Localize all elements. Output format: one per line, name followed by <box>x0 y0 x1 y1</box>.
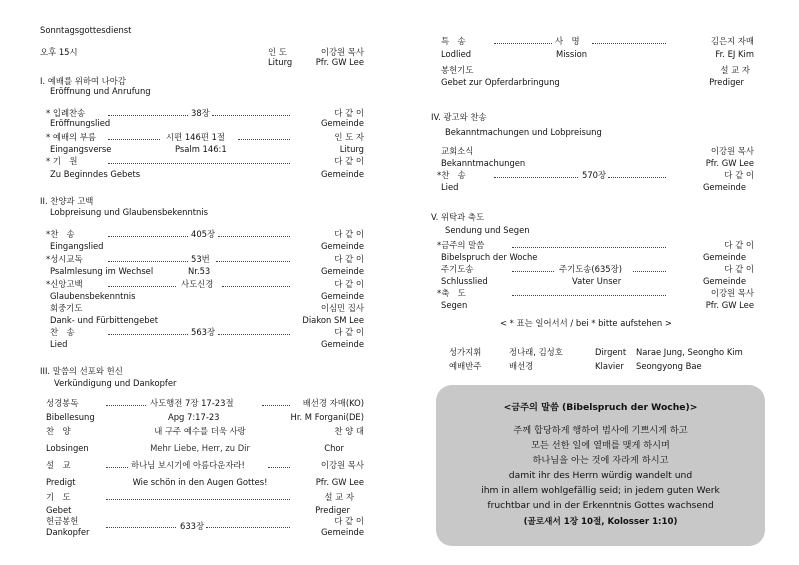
s1-r2-leader-2 <box>238 139 290 140</box>
s4-r2-label-de: Lied <box>441 182 459 192</box>
rt-r2-label-de: Gebet zur Opferdarbringung <box>441 77 560 87</box>
s5-r1-label-de: Bibelspruch der Woche <box>441 252 538 262</box>
s5-r1-label-ko: *금주의 말씀 <box>437 240 485 250</box>
s3-r5-right-de: Gemeinde <box>320 527 364 537</box>
s1-r1-label-ko: * 입례찬송 <box>46 108 86 118</box>
s2-r3-right-de: Gemeinde <box>320 291 364 301</box>
s3-r5-mid: 633장 <box>180 521 205 531</box>
s1-r2-leader <box>108 139 160 140</box>
s5-r2-right-ko: 다 같 이 <box>724 264 754 274</box>
staff-r2-ko-names: 배선경 <box>509 361 534 371</box>
verse-line-2: 모든 선한 일에 열매를 맺게 하시며 <box>531 440 670 451</box>
s5-r2-leader <box>512 271 554 272</box>
leader-role-ko: 인 도 <box>268 47 287 57</box>
s3-r5-right-ko: 다 같 이 <box>334 516 364 526</box>
s2-r2-mid-de: Nr.53 <box>188 266 211 276</box>
rt-r1-leader <box>494 43 552 44</box>
s2-r1-leader-2 <box>218 236 290 237</box>
s1-r2-mid-de: Psalm 146:1 <box>175 144 227 154</box>
s3-r5-label-de: Dankopfer <box>46 527 90 537</box>
s1-r1-right-ko: 다 같 이 <box>334 108 364 118</box>
s5-r2-right-de: Gemeinde <box>702 276 746 286</box>
rt-r1-leader-2 <box>592 43 666 44</box>
s2-r5-right-ko: 다 같 이 <box>334 327 364 337</box>
s1-r1-label-de: Eröffnungslied <box>50 118 111 128</box>
staff-r2-ko-role: 예배반주 <box>449 361 482 371</box>
s3-r3-mid: 하나님 보시기에 아름다운자라! <box>131 460 245 470</box>
s5-r2-leader-2 <box>633 271 666 272</box>
section-5-heading-ko: V. 위탁과 축도 <box>431 212 485 222</box>
s3-r4-right-ko: 설 교 자 <box>324 492 354 502</box>
s3-r2-mid: 내 구주 예수를 더욱 사랑 <box>154 426 246 436</box>
s2-r2-right-ko: 다 같 이 <box>334 254 364 264</box>
s4-r2-right-ko: 다 같 이 <box>724 170 754 180</box>
section-4-heading-ko: IV. 광고와 찬송 <box>431 112 487 122</box>
s3-r3-leader <box>106 467 128 468</box>
s2-r2-mid: 53번 <box>191 254 210 264</box>
verse-reference: (골로새서 1장 10절, Kolosser 1:10) <box>523 517 678 527</box>
s1-r1-right-de: Gemeinde <box>320 118 364 128</box>
s3-r2-right-ko: 찬 양 대 <box>334 426 364 436</box>
rt-r2-label-ko: 봉헌기도 <box>441 65 474 75</box>
section-2-heading-ko: II. 찬양과 고백 <box>40 196 94 206</box>
s2-r5-mid: 563장 <box>191 327 216 337</box>
verse-line-5: ihm in allem wohlgefällig seid; in jedem guten Werk <box>481 485 720 496</box>
s3-r5-leader <box>106 527 176 528</box>
s1-r2-label-ko: * 예배의 부름 <box>46 132 96 142</box>
standing-note: < * 표는 일어서서 / bei * bitte aufstehen > <box>500 318 672 328</box>
s4-r1-right-ko: 이강원 목사 <box>710 146 754 156</box>
s3-r1-right-ko: 배선경 자매(KO) <box>302 398 364 408</box>
s3-r1-label-ko: 성경봉독 <box>46 398 79 408</box>
leader-name-ko: 이강원 목사 <box>320 47 364 57</box>
s2-r3-leader-2 <box>222 286 290 287</box>
s5-r1-right-ko: 다 같 이 <box>724 240 754 250</box>
service-time: 오후 15시 <box>40 47 78 57</box>
s2-r4-label-de: Dank- und Fürbittengebet <box>50 315 159 325</box>
verse-line-6: fruchtbar und in der Erkenntnis Gottes wachsend <box>487 500 714 511</box>
s4-r2-label-ko: *찬 송 <box>437 170 466 180</box>
rt-r1-label-ko: 특 송 <box>441 36 466 46</box>
verse-line-4: damit ihr des Herrn würdig wandelt und <box>508 470 693 481</box>
s3-r5-label-ko: 헌금봉헌 <box>46 516 79 526</box>
staff-r1-de-names: Narae Jung, Seongho Kim <box>636 347 743 357</box>
rt-r2-right-ko: 설 교 자 <box>720 65 750 75</box>
section-2-heading-de: Lobpreisung und Glaubensbekenntnis <box>50 207 209 217</box>
s3-r1-leader <box>106 405 146 406</box>
s2-r4-right-de: Diakon SM Lee <box>302 315 364 325</box>
verse-line-3: 하나님을 아는 것에 자라게 하시고 <box>532 455 669 466</box>
s3-r4-label-ko: 기 도 <box>46 492 71 502</box>
s3-r4-right-de: Prediger <box>315 505 350 515</box>
s1-r3-right-de: Gemeinde <box>320 169 364 179</box>
s2-r2-leader <box>108 261 188 262</box>
s1-r1-leader-2 <box>212 115 290 116</box>
s2-r2-leader-2 <box>216 261 290 262</box>
s2-r4-right-ko: 이심민 집사 <box>320 303 364 313</box>
s2-r3-right-ko: 다 같 이 <box>334 279 364 289</box>
s2-r2-right-de: Gemeinde <box>320 266 364 276</box>
s3-r3-mid-de: Wie schön in den Augen Gottes! <box>132 477 268 487</box>
rt-r1-right-de: Fr. EJ Kim <box>715 49 754 59</box>
s5-r3-leader <box>512 295 666 296</box>
s1-r3-leader <box>108 163 290 164</box>
s3-r3-right-de: Pfr. GW Lee <box>315 477 364 487</box>
rt-r2-right-de: Prediger <box>709 77 744 87</box>
s2-r5-leader <box>108 334 188 335</box>
s2-r1-label-de: Eingangslied <box>50 241 104 251</box>
leader-role-de: Liturg <box>268 57 293 67</box>
s2-r3-mid: 사도신경 <box>181 279 214 289</box>
s2-r1-right-ko: 다 같 이 <box>334 229 364 239</box>
s1-r3-right-ko: 다 같 이 <box>334 156 364 166</box>
verse-title: <금주의 말씀 (Bibelspruch der Woche)> <box>503 402 698 413</box>
staff-r1-ko-role: 성가지휘 <box>449 347 482 357</box>
s3-r5-leader-2 <box>206 527 290 528</box>
s1-r3-label-ko: * 기 원 <box>46 156 78 166</box>
rt-r1-mid-de: Mission <box>556 49 588 59</box>
verse-line-1: 주께 합당하게 행하여 범사에 기쁘시게 하고 <box>513 425 688 436</box>
staff-r1-de-role: Dirgent <box>595 347 627 357</box>
section-4-heading-de: Bekanntmachungen und Lobpreisung <box>445 127 602 137</box>
s5-r3-label-ko: *축 도 <box>437 288 466 298</box>
s3-r3-leader-2 <box>268 467 290 468</box>
s5-r2-mid: 주기도송(635장) <box>559 264 622 274</box>
s3-r2-label-de: Lobsingen <box>46 443 89 453</box>
s3-r2-right-de: Chor <box>324 443 344 453</box>
s1-r2-right-ko: 인 도 자 <box>334 132 364 142</box>
s2-r5-label-ko: 찬 송 <box>50 327 75 337</box>
s2-r5-right-de: Gemeinde <box>320 339 364 349</box>
s2-r1-mid: 405장 <box>191 229 216 239</box>
s5-r3-label-de: Segen <box>441 300 468 310</box>
s1-r2-right-de: Liturg <box>339 144 364 154</box>
section-1-heading-de: Eröffnung und Anrufung <box>50 86 151 96</box>
s2-r1-label-ko: *찬 송 <box>46 229 75 239</box>
s5-r1-leader <box>512 247 666 248</box>
s5-r1-right-de: Gemeinde <box>702 252 746 262</box>
verse-box <box>436 385 765 546</box>
s3-r4-label-de: Gebet <box>46 505 72 515</box>
s5-r2-label-ko: 주기도송 <box>441 264 474 274</box>
s2-r2-label-ko: *성시교독 <box>46 254 83 264</box>
s3-r2-mid-de: Mehr Liebe, Herr, zu Dir <box>150 443 250 453</box>
staff-r1-ko-names: 정나래, 김성호 <box>509 347 563 357</box>
s2-r5-label-de: Lied <box>50 339 68 349</box>
rt-r1-label-de: Lodlied <box>441 49 472 59</box>
s3-r1-mid: 사도행전 7장 17-23절 <box>150 398 234 408</box>
s5-r2-label-de: Schlusslied <box>441 276 488 286</box>
leader-name-de: Pfr. GW Lee <box>315 57 364 67</box>
section-3-heading-de: Verkündigung und Dankopfer <box>54 378 177 388</box>
s4-r1-label-de: Bekanntmachungen <box>441 158 526 168</box>
s1-r1-mid: 38장 <box>191 108 210 118</box>
s4-r2-right-de: Gemeinde <box>702 182 746 192</box>
s3-r1-right-de: Hr. M Forgani(DE) <box>290 412 364 422</box>
staff-r2-de-names: Seongyong Bae <box>636 361 702 371</box>
s1-r2-mid: 시편 146편 1절 <box>166 132 225 142</box>
s2-r1-right-de: Gemeinde <box>320 241 364 251</box>
s3-r1-label-de: Bibellesung <box>46 412 95 422</box>
rt-r1-mid: 사 명 <box>555 36 580 46</box>
s4-r2-leader <box>494 177 578 178</box>
s2-r3-leader <box>108 286 176 287</box>
s2-r2-label-de: Psalmlesung im Wechsel <box>50 266 154 276</box>
s1-r3-label-de: Zu Beginndes Gebets <box>50 169 141 179</box>
staff-r2-de-role: Klavier <box>595 361 624 371</box>
s5-r2-mid-de: Vater Unser <box>572 276 622 286</box>
section-3-heading-ko: III. 말씀의 선포와 헌신 <box>40 366 123 376</box>
s4-r2-leader-2 <box>608 177 666 178</box>
s4-r2-mid: 570장 <box>582 170 607 180</box>
s2-r3-label-de: Glaubensbekenntnis <box>50 291 136 301</box>
s3-r4-leader <box>106 499 290 500</box>
s3-r3-label-de: Predigt <box>46 477 76 487</box>
s3-r3-label-ko: 설 교 <box>46 460 71 470</box>
s2-r4-label-ko: 회중기도 <box>50 303 83 313</box>
s3-r3-right-ko: 이강원 목사 <box>320 460 364 470</box>
s5-r3-right-ko: 이강원 목사 <box>710 288 754 298</box>
s3-r1-mid-de: Apg 7:17-23 <box>168 412 220 422</box>
s2-r1-leader <box>108 236 188 237</box>
s1-r1-leader <box>108 115 188 116</box>
section-1-heading-ko: I. 예배를 위하여 나아감 <box>40 76 126 86</box>
s4-r1-right-de: Pfr. GW Lee <box>705 158 754 168</box>
rt-r1-right-ko: 김은지 자매 <box>710 36 754 46</box>
page-title: Sonntagsgottesdienst <box>40 25 132 35</box>
s3-r2-label-ko: 찬 양 <box>46 426 71 436</box>
section-5-heading-de: Sendung und Segen <box>445 225 530 235</box>
s2-r5-leader-2 <box>218 334 290 335</box>
s2-r3-label-ko: *신앙고백 <box>46 279 83 289</box>
s5-r3-right-de: Pfr. GW Lee <box>705 300 754 310</box>
s1-r2-label-de: Eingangsverse <box>50 144 112 154</box>
s4-r1-label-ko: 교회소식 <box>441 146 474 156</box>
